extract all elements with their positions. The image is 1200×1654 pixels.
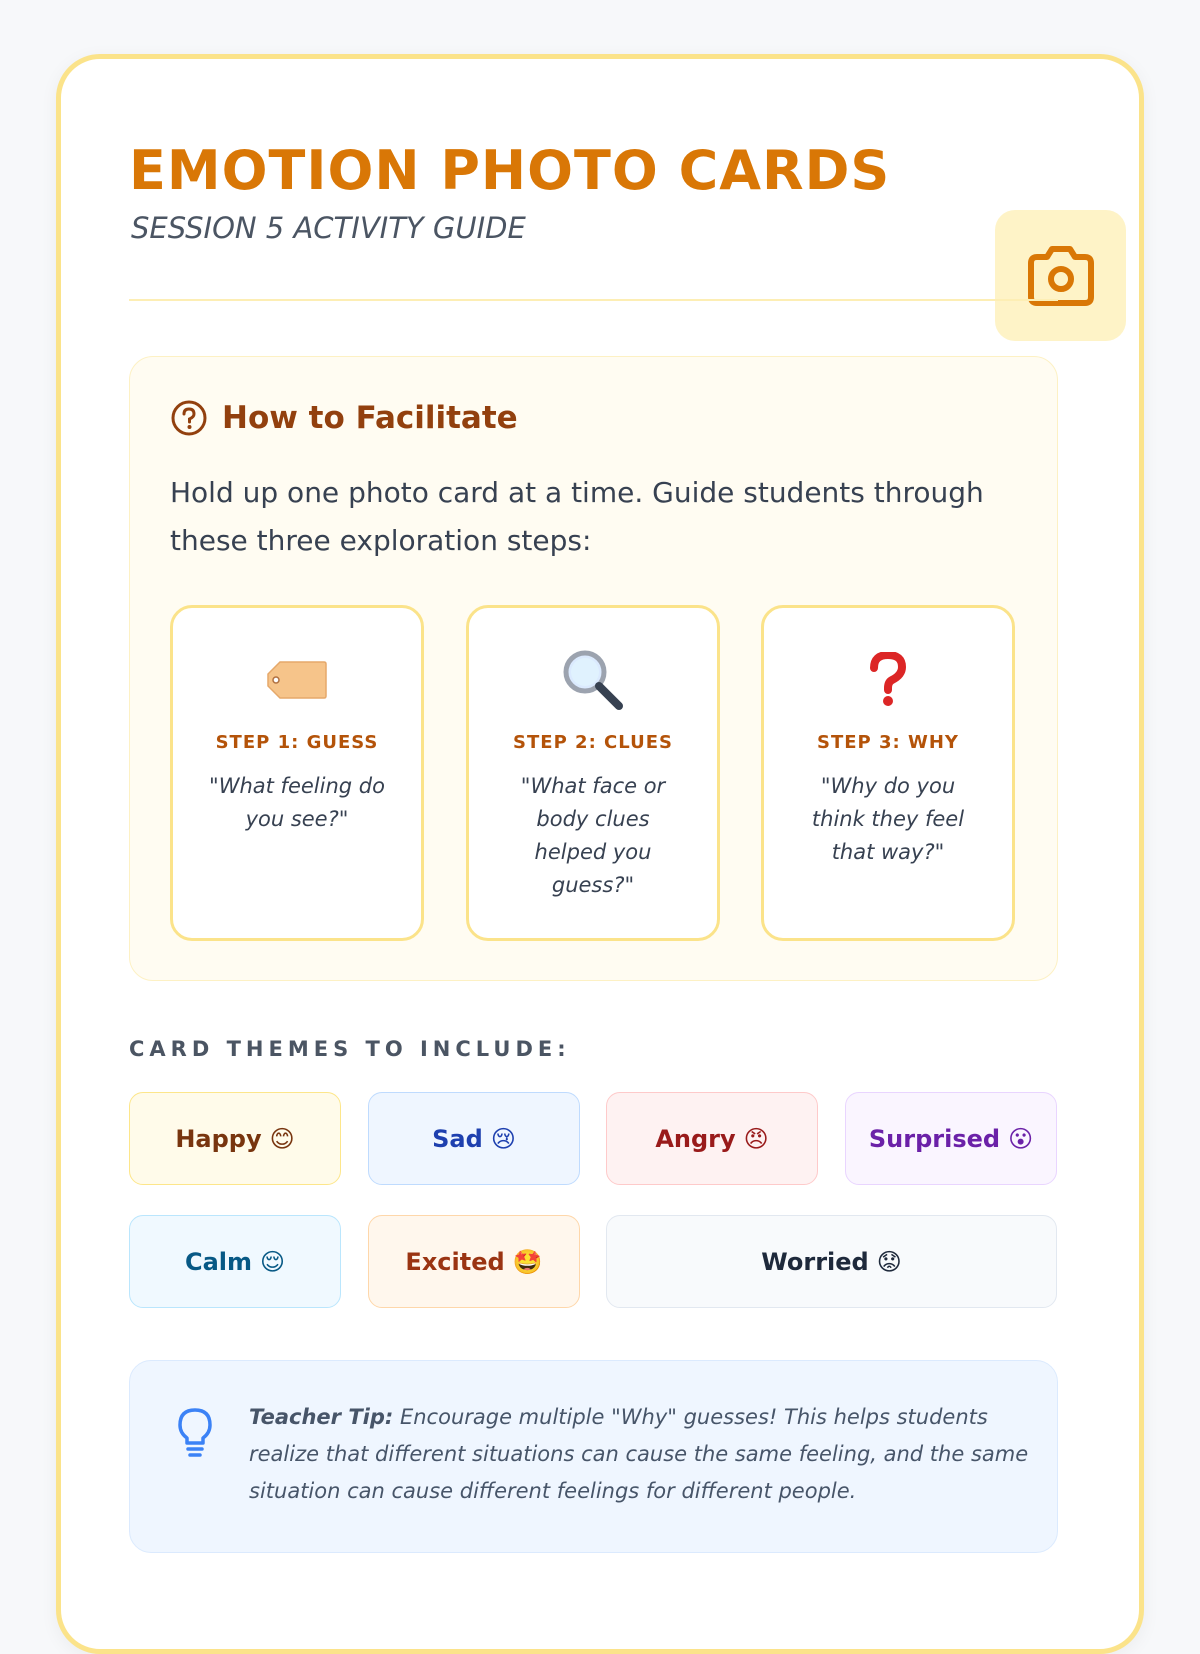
header (129, 139, 1079, 274)
emoji-icon: 😠 (743, 1124, 769, 1153)
emoji-icon: 😌 (260, 1247, 286, 1276)
step-card-why (761, 605, 1015, 941)
activity-card (56, 54, 1144, 1654)
tag-icon (266, 660, 328, 700)
step-quote: "What feeling do you see?" (209, 774, 385, 831)
theme-chip-label: Excited (405, 1247, 505, 1276)
teacher-tip (129, 1360, 1058, 1553)
question-circle-icon (170, 399, 208, 437)
theme-chip-happy (129, 1092, 341, 1185)
theme-chip-label: Calm (184, 1247, 252, 1276)
theme-chip-sad (368, 1092, 580, 1185)
step-quote: "What face or body clues helped you guess?" (520, 774, 666, 897)
step-card-clues (466, 605, 720, 941)
theme-chip-calm (129, 1215, 341, 1308)
theme-chip-label: Angry (655, 1124, 736, 1153)
step-quote: "Why do you think they feel that way?" (811, 774, 965, 864)
theme-chip-surprised (845, 1092, 1057, 1185)
step-title: STEP 1: GUESS (215, 732, 379, 753)
theme-chip-label: Surprised (868, 1124, 1001, 1153)
theme-chip-label: Happy (175, 1124, 262, 1153)
step-title: STEP 3: WHY (817, 732, 959, 753)
emoji-icon: 😊 (269, 1124, 295, 1153)
themes-label: CARD THEMES TO INCLUDE: (129, 1037, 571, 1061)
header-divider (129, 299, 1058, 301)
tip-label: Teacher Tip: (249, 1405, 394, 1429)
question-mark-icon (868, 652, 908, 708)
step-card-guess (170, 605, 424, 941)
page-title: EMOTION PHOTO CARDS (129, 139, 891, 202)
theme-chip-angry (606, 1092, 818, 1185)
emoji-icon: 🤩 (512, 1247, 543, 1276)
emoji-icon: 😟 (876, 1247, 902, 1276)
facilitate-panel (129, 356, 1058, 981)
emoji-icon: 😮 (1008, 1124, 1034, 1153)
emoji-icon: 😢 (490, 1124, 516, 1153)
facilitate-heading (170, 399, 518, 437)
magnifier-icon (561, 648, 625, 712)
facilitate-title: How to Facilitate (222, 400, 518, 436)
facilitate-description: Hold up one photo card at a time. Guide students through these three exploration steps: (170, 476, 984, 557)
tip-text (249, 1399, 1029, 1510)
lightbulb-icon (176, 1407, 214, 1459)
theme-chip-worried (606, 1215, 1057, 1308)
step-title: STEP 2: CLUES (513, 732, 673, 753)
theme-chip-excited (368, 1215, 580, 1308)
tip-body: Encourage multiple "Why" guesses! This helps students realize that different situations can cause the same feeling, and the same situation can cause different feelings for different people. (249, 1405, 1029, 1503)
theme-chip-label: Sad (432, 1124, 483, 1153)
steps-row (170, 605, 1017, 941)
page-subtitle: SESSION 5 ACTIVITY GUIDE (131, 211, 526, 245)
theme-chip-label: Worried (761, 1247, 869, 1276)
camera-badge (995, 210, 1126, 341)
